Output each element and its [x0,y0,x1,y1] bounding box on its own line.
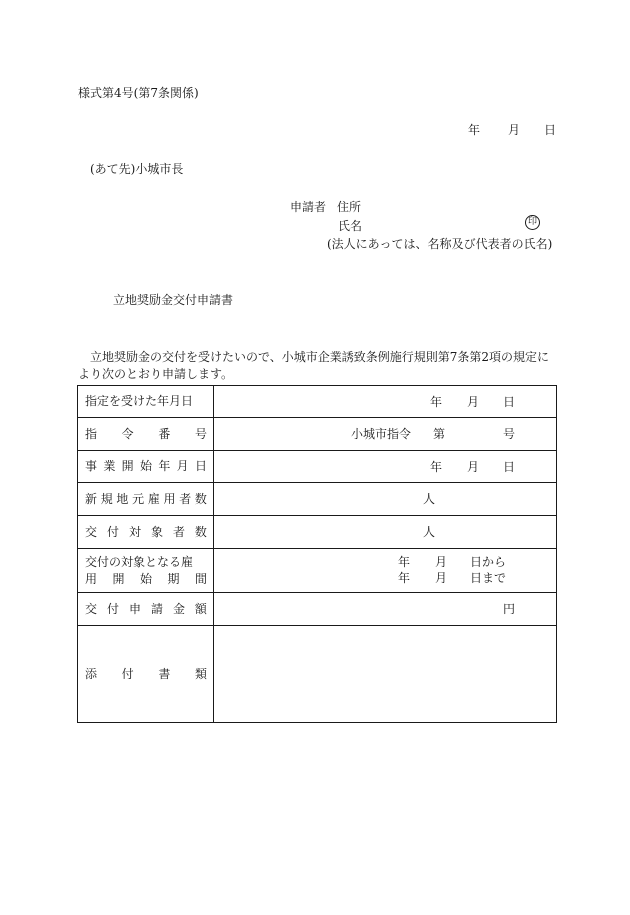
seal-mark: 印 [525,215,540,230]
corporation-note: (法人にあっては、名称及び代表者の氏名) [327,237,553,251]
label-char: 額 [194,601,207,616]
month-mark: 月 [435,571,448,585]
year-mark: 年 [398,571,411,585]
row-label [78,386,214,418]
table-row [78,549,557,593]
label-char: 金 [172,601,185,616]
table-row [78,418,557,451]
row-label [78,418,214,451]
applicant-label: 申請者 [290,200,327,214]
day-mark: 日 [503,460,516,474]
label-char: 年 [158,459,171,474]
label-char: 始 [139,459,152,474]
table-row [78,593,557,626]
label-char: 象 [150,524,163,539]
month-mark: 月 [467,395,480,409]
label-char: 新 [85,491,98,506]
month-mark: 月 [467,460,480,474]
date-month: 月 [508,123,521,137]
label-char: 番 [158,426,171,441]
label-char: 期 [167,571,180,586]
row-label [78,516,214,549]
table-row [78,386,557,418]
label-char: 請 [150,601,163,616]
label-char: 書 [158,666,171,681]
label-line-2 [85,571,207,587]
value-cell[interactable] [214,451,557,483]
label-char: 雇 [147,491,160,506]
year-mark: 年 [430,460,443,474]
table-row [78,516,557,549]
label-char: 業 [103,459,116,474]
label-char: 付 [121,666,134,681]
application-table [77,385,557,723]
document-title: 立地奨励金交付申請書 [113,293,234,307]
label-char: 号 [194,426,207,441]
value-cell[interactable] [214,516,557,549]
row-label [78,593,214,626]
label-char: 交 [85,524,98,539]
label-char: 日 [194,459,207,474]
label-char: 事 [85,459,98,474]
value-cell[interactable] [214,386,557,418]
label-char: 交 [85,601,98,616]
label-char: 申 [128,601,141,616]
year-mark: 年 [430,395,443,409]
label-char: 令 [121,426,134,441]
label-char: 者 [172,524,185,539]
label-char: 添 [85,666,98,681]
go-mark: 号 [503,427,516,441]
row-label [78,549,214,593]
label-char: 元 [132,491,145,506]
day-mark: 日 [503,395,516,409]
label-line-1: 交付の対象となる雇 [85,555,194,570]
row-label-text: 指定を受けた年月日 [85,394,194,409]
year-mark: 年 [398,555,411,569]
label-char: 数 [194,491,207,506]
table-row [78,483,557,516]
yen-mark: 円 [503,602,516,616]
value-cell[interactable] [214,626,557,723]
date-day: 日 [544,123,557,137]
label-char: 月 [176,459,189,474]
date-line [468,122,556,138]
label-char: 開 [112,571,125,586]
label-char: 用 [85,571,98,586]
label-char: 規 [100,491,113,506]
name-label: 氏名 [338,219,363,233]
value-cell[interactable] [214,593,557,626]
value-cell[interactable] [214,418,557,451]
label-char: 始 [139,571,152,586]
form-reference: 様式第4号(第7条関係) [78,86,199,100]
directive-prefix: 小城市指令 [351,427,412,441]
label-char: 対 [128,524,141,539]
row-label [78,483,214,516]
from-mark: 日から [470,555,507,569]
label-char: 者 [179,491,192,506]
row-label [78,626,214,723]
value-cell[interactable] [214,549,557,593]
row-label [78,451,214,483]
unit-mark: 人 [423,525,436,539]
label-char: 間 [194,571,207,586]
table-row [78,451,557,483]
dai-mark: 第 [433,427,446,441]
label-char: 指 [85,426,98,441]
label-char: 数 [194,524,207,539]
addressee: (あて先)小城市長 [90,162,184,176]
label-char: 付 [106,601,119,616]
label-char: 類 [194,666,207,681]
table-row [78,626,557,723]
value-cell[interactable] [214,483,557,516]
label-char: 地 [116,491,129,506]
unit-mark: 人 [423,492,436,506]
date-year: 年 [468,123,481,137]
body-text: 立地奨励金の交付を受けたいので、小城市企業誘致条例施行規則第7条第2項の規定により次のとおり申請します。 [78,350,550,381]
label-char: 開 [121,459,134,474]
until-mark: 日まで [470,571,507,585]
month-mark: 月 [435,555,448,569]
label-char: 用 [163,491,176,506]
label-char: 付 [106,524,119,539]
address-label: 住所 [337,200,362,214]
